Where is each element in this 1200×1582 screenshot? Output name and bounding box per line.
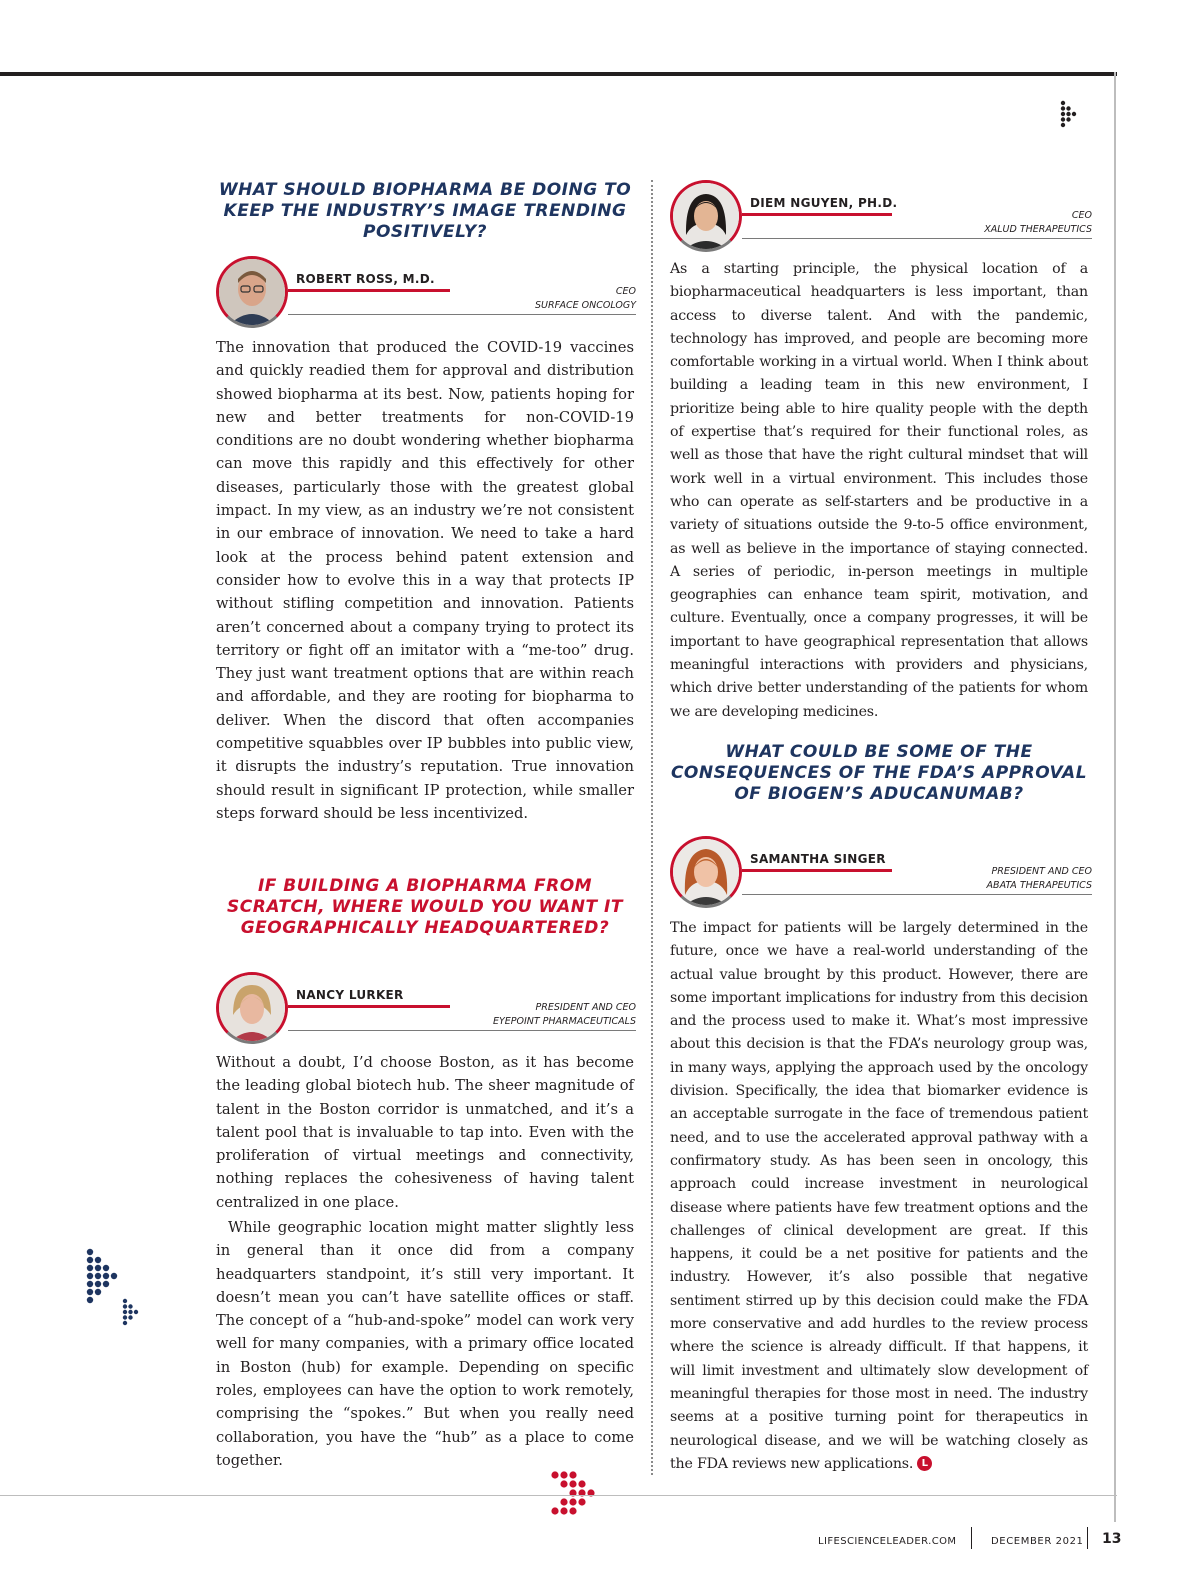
speaker-header [216,256,636,338]
footer-separator [971,1527,972,1549]
right-page-rule [1114,72,1116,1522]
dot-arrow-icon [1060,100,1078,128]
footer-rule [0,1495,1117,1496]
speaker-header [216,972,636,1054]
speaker-rule [288,1005,450,1008]
speaker-role: PRESIDENT AND CEO [535,1002,636,1013]
speaker-rule [742,869,892,872]
question-heading: WHAT COULD BE SOME OF THE CONSEQUENCES OF THE FDA’S APPROVAL OF BIOGEN’S ADUCANUMAB? [670,742,1088,804]
speaker-underline [288,1030,636,1031]
speaker-company: EYEPOINT PHARMACEUTICALS [492,1016,636,1027]
speaker-underline [742,894,1092,895]
speaker-name: ROBERT ROSS, M.D. [296,272,435,286]
speaker-role: CEO [1071,210,1092,221]
top-rule [0,72,1117,76]
avatar [216,256,288,328]
dot-arrow-icon [122,1298,140,1326]
speaker-role: CEO [615,286,636,297]
answer-paragraph: The innovation that produced the COVID-19 vaccines and quickly readied them for approval and distribution showed biopharma at its best. Now, patients hoping for new and better treatments for non-COVID-19 conditions are no doubt wondering whether biopharma can move this rapidly and this effectively for other diseases, particularly those with the greatest global impact. In my view, as an industry we’re not consistent in our embrace of innovation. We need to take a hard look at the process behind patent extension and consider how to evolve this in a way that protects IP without stifling competition and innovation. Patients aren’t concerned about a company trying to protect its territory or fight off an imitator with a “me-too” drug. They just want treatment options that are within reach and affordable, and they are rooting for biopharma to deliver. When the discord that often accompanies competitive squabbles over IP bubbles into public view, it disrupts the industry’s reputation. True innovation should result in significant IP protection, while smaller steps forward should be less incentivized. [216,339,634,822]
speaker-header [670,836,1092,918]
answer-paragraph: Without a doubt, I’d choose Boston, as it has become the leading global biotech hub. The sheer magnitude of talent in the Boston corridor is unmatched, and it’s a talent pool that is invaluable to tap into. Even with the proliferation of virtual meetings and connectivity, nothing replaces the cohesiveness of having talent centralized in one place. [216,1054,634,1211]
speaker-role: PRESIDENT AND CEO [991,866,1092,877]
answer-paragraph: While geographic location might matter slightly less in general than it once did from a company headquarters standpoint, it’s still very important. It doesn’t mean you can’t have satellite offices or staff. The concept of a “hub-and-spoke” model can work very well for many companies, with a primary office located in Boston (hub) for example. Depending on specific roles, employees can have the option to work remotely, comprising the “spokes.” But when you really need collaboration, you have the “hub” as a place to come together. [216,1219,634,1469]
footer-separator [1087,1527,1088,1549]
speaker-company: SURFACE ONCOLOGY [535,300,636,311]
speaker-underline [742,238,1092,239]
speaker-company: ABATA THERAPEUTICS [986,880,1092,891]
column-divider [651,180,653,1475]
speaker-company: XALUD THERAPEUTICS [984,224,1092,235]
speaker-header [670,180,1092,262]
footer-website: LIFESCIENCELEADER.COM [818,1536,957,1547]
speaker-name: SAMANTHA SINGER [750,852,886,866]
speaker-name: NANCY LURKER [296,988,404,1002]
speaker-underline [288,314,636,315]
dot-arrow-icon [86,1248,120,1306]
question-heading: WHAT SHOULD BIOPHARMA BE DOING TO KEEP THE INDUSTRY’S IMAGE TRENDING POSITIVELY? [218,180,632,242]
question-heading: IF BUILDING A BIOPHARMA FROM SCRATCH, WHERE WOULD YOU WANT IT GEOGRAPHICALLY HEADQUARTERED? [227,876,623,938]
speaker-name: DIEM NGUYEN, PH.D. [750,196,898,210]
speaker-rule [288,289,450,292]
avatar [670,180,742,252]
answer-text: The impact for patients will be largely determined in the future, once we have a real-world understanding of the actual value brought by this product. However, there are some important implications for industry from this decision and the process used to make it. What’s most impressive about this decision is that the FDA’s neurology group was, in many ways, applying the approach used by the oncology division. Specifically, the idea that biomarker evidence is an acceptable surrogate in the face of tremendous patient need, and to use the accelerated approval pathway with a confirmatory study. As has been seen in oncology, this approach could increase investment in neurological disease where patients have few treatment options and the challenges of clinical development are great. If this happens, it could be a net positive for patients and the industry. However, it’s also possible that negative sentiment stirred up by this decision could make the FDA more conservative and add hurdles to the review process where the science is already difficult. If that happens, it will limit investment and ultimately slow development of meaningful therapies for those most in need. The industry seems at a positive turning point for therapeutics in neurological disease, and we will be watching closely as the FDA reviews new applications. [670,920,1088,1472]
answer-paragraph: As a starting principle, the physical location of a biopharmaceutical headquarters is less important, than access to diverse talent. And with the pandemic, technology has improved, and people are becoming more comfortable working in a virtual world. When I think about building a leading team in this new environment, I prioritize being able to hire quality people with the depth of expertise that’s required for their functional roles, as well as those that have the right cultural mindset that will work well in a virtual environment. This includes those who can operate as self-starters and be productive in a variety of situations outside the 9-to-5 office environment, as well as believe in the importance of staying connected. A series of periodic, in-person meetings in multiple geographies can enhance team spirit, motivation, and culture. Eventually, once a company progresses, it will be important to have geographical representation that allows meaningful interactions with providers and physicians, which drive better understanding of the patients for whom we are developing medicines. [670,261,1088,720]
avatar [216,972,288,1044]
end-mark-icon: L [917,1456,932,1471]
speaker-rule [742,213,892,216]
answer-paragraph [670,917,1088,1476]
avatar [670,836,742,908]
footer-date: DECEMBER 2021 [991,1536,1084,1547]
page-number: 13 [1102,1531,1122,1547]
